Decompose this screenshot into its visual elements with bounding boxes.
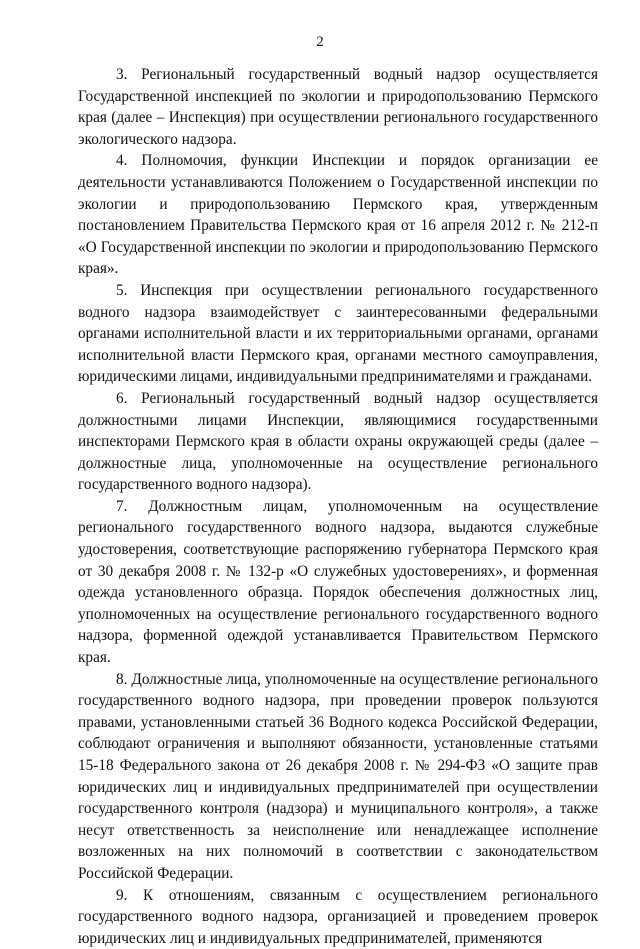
paragraph-8: 8. Должностные лица, уполномоченные на осуществление регионального государственного водного надзора, при проведении проверок пользуются правами, установленными статьей 36 Водного кодекса Российской Федерации, соблюдают ограничения и выполняют обязанности, установленные статьями 15-18 Федерального закона от 26 декабря 2008 г. № 294-ФЗ «О защите прав юридических лиц и индивидуальных предпринимателей при осуществлении государственного контроля (надзора) и муниципального контроля», а также несут ответственность за неисполнение или ненадлежащее исполнение возложенных на них полномочий в соответствии с законодательством Российской Федерации.: [78, 670, 598, 882]
paragraph-5: 5. Инспекция при осуществлении регионального государственного водного надзора взаимодействует с заинтересованными федеральными органами исполнительной власти и их территориальными органами, органами исполнительной власти Пермского края, органами местного самоуправления, юридическими лицами, индивидуальными предпринимателями и гражданами.: [78, 281, 598, 386]
paragraph-3: 3. Региональный государственный водный надзор осуществляется Государственной инспекцией по экологии и природопользованию Пермского края (далее – Инспекция) при осуществлении регионального государственного экологического надзора.: [78, 66, 598, 148]
paragraph-7: 7. Должностным лицам, уполномоченным на осуществление регионального государственного водного надзора, выдаются служебные удостоверения, соответствующие распоряжению губернатора Пермского края от 30 декабря 2008 г. № 132-р «О служебных удостоверениях», и форменная одежда установленного образца. Порядок обеспечения должностных лиц, уполномоченных на осуществление регионального государственного водного надзора, форменной одеждой устанавливается Правительством Пермского края.: [78, 497, 598, 667]
paragraph-9: 9. К отношениям, связанным с осуществлением регионального государственного водного надзора, организацией и проведением проверок юридических лиц и индивидуальных предпринимателей, применяются: [78, 886, 598, 947]
paragraph-4: 4. Полномочия, функции Инспекции и порядок организации ее деятельности устанавливаются Положением о Государственной инспекции по экологии и природопользованию Пермского края, утвержденным постановлением Правительства Пермского края от 16 апреля 2012 г. № 212-п «О Государственной инспекции по экологии и природопользованию Пермского края».: [78, 152, 598, 278]
paragraph-6: 6. Региональный государственный водный надзор осуществляется должностными лицами Инспекции, являющимися государственными инспекторами Пермского края в области охраны окружающей среды (далее – должностные лица, уполномоченные на осуществление регионального государственного водного надзора).: [78, 389, 598, 494]
page-number: 2: [316, 34, 324, 50]
document-body: [78, 64, 598, 949]
